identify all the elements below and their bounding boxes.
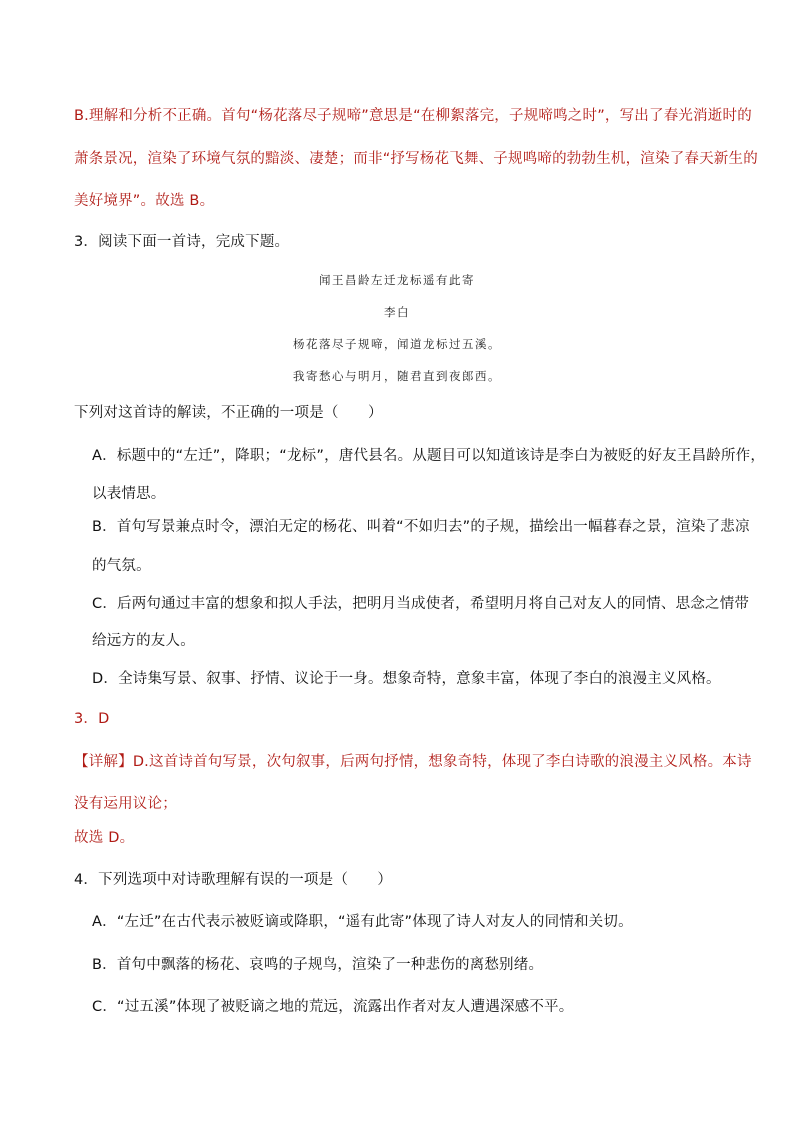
q4-option-a: A．“左迁”在古代表示被贬谪或降职，“遥有此寄”体现了诗人对友人的同情和关切。 [92,914,633,930]
option-b-line-1: B．首句写景兼点时令，漂泊无定的杨花、叫着“不如归去”的子规，描绘出一幅暮春之景，渲染了悲凉 [92,519,750,535]
question-4-stem: 4．下列选项中对诗歌理解有误的一项是（ ） [74,872,393,888]
answer-3: 3．D [74,711,110,727]
explanation-line-1: B.理解和分析不正确。首句“杨花落尽子规啼”意思是“在柳絮落完，子规啼鸣之时”，写出了春光消逝时的 [74,108,752,124]
question-3-stem: 下列对这首诗的解读，不正确的一项是（ ） [74,405,383,421]
detail-tag: 【详解】 [74,754,133,770]
detail-line-2: 没有运用议论； [74,796,177,812]
explanation-line-2: 萧条景况，渲染了环境气氛的黯淡、凄楚；而非“抒写杨花飞舞、子规鸣啼的勃勃生机，渲染了春天新生的 [74,151,758,167]
q4-option-b: B．首句中飘落的杨花、哀鸣的子规鸟，渲染了一种悲伤的离愁别绪。 [92,957,544,973]
option-a-line-1: A．标题中的“左迁”，降职；“龙标”，唐代县名。从题目可以知道该诗是李白为被贬的好友王昌龄所作， [92,448,766,464]
question-3-intro: 3．阅读下面一首诗，完成下题。 [74,234,290,250]
detail-text: D.这首诗首句写景，次句叙事，后两句抒情，想象奇特，体现了李白诗歌的浪漫主义风格。本诗 [132,754,752,770]
option-b-line-2: 的气氛。 [92,558,151,574]
q4-option-c: C．“过五溪”体现了被贬谪之地的荒远，流露出作者对友人遭遇深感不平。 [92,999,574,1015]
poem-title: 闻王昌龄左迁龙标遥有此寄 [319,273,475,287]
option-c-line-2: 给远方的友人。 [92,633,195,649]
detail-line-3: 故选 D。 [74,830,135,846]
option-c-line-1: C．后两句通过丰富的想象和拟人手法，把明月当成使者，希望明月将自己对友人的同情、思念之情带 [92,596,750,612]
poem-line-2: 我寄愁心与明月，随君直到夜郎西。 [293,369,501,383]
option-a-line-2: 以表情思。 [92,486,166,502]
option-d-line-1: D．全诗集写景、叙事、抒情、议论于一身。想象奇特，意象丰富，体现了李白的浪漫主义风格。 [92,671,721,687]
detail-line-1 [74,752,752,772]
explanation-line-3: 美好境界”。故选 B。 [74,193,215,209]
poem-author: 李白 [384,305,410,319]
poem-line-1: 杨花落尽子规啼，闻道龙标过五溪。 [293,337,501,351]
